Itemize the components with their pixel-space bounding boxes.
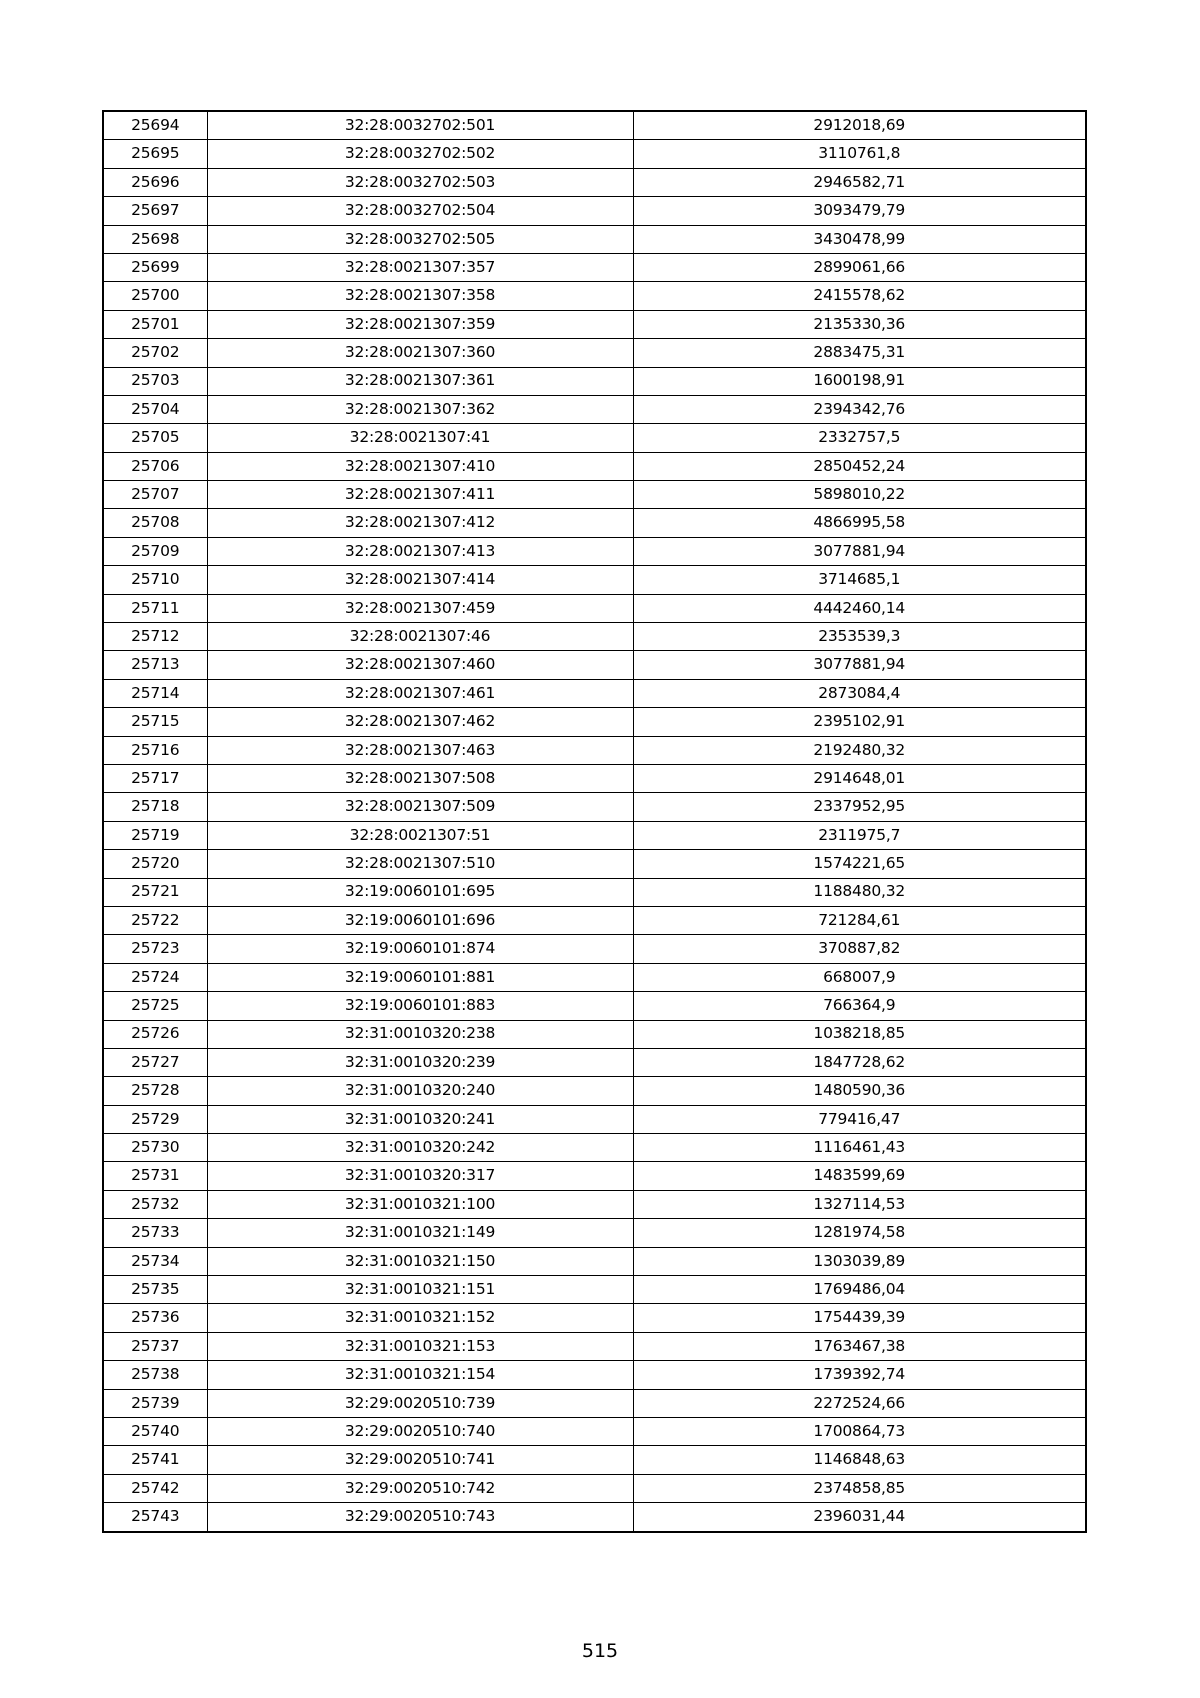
table-row (103, 1276, 1086, 1304)
cadastral-number-cell: 32:28:0021307:41 (207, 424, 633, 452)
cadastral-number-cell: 32:31:0010321:100 (207, 1190, 633, 1218)
cadastral-number-cell: 32:29:0020510:741 (207, 1446, 633, 1474)
table-row (103, 1304, 1086, 1332)
value-cell: 2337952,95 (633, 793, 1086, 821)
row-index-cell: 25705 (103, 424, 207, 452)
cadastral-number-cell: 32:31:0010321:149 (207, 1219, 633, 1247)
cadastral-number-cell: 32:29:0020510:743 (207, 1503, 633, 1532)
table-row (103, 1162, 1086, 1190)
table-row (103, 566, 1086, 594)
cadastral-number-cell: 32:29:0020510:742 (207, 1474, 633, 1502)
cadastral-number-cell: 32:31:0010321:153 (207, 1332, 633, 1360)
row-index-cell: 25703 (103, 367, 207, 395)
cadastral-number-cell: 32:28:0021307:411 (207, 481, 633, 509)
row-index-cell: 25698 (103, 225, 207, 253)
value-cell: 779416,47 (633, 1105, 1086, 1133)
value-cell: 2394342,76 (633, 395, 1086, 423)
cadastral-number-cell: 32:28:0021307:46 (207, 623, 633, 651)
row-index-cell: 25735 (103, 1276, 207, 1304)
row-index-cell: 25714 (103, 679, 207, 707)
value-cell: 721284,61 (633, 906, 1086, 934)
value-cell: 2912018,69 (633, 111, 1086, 140)
cadastral-number-cell: 32:28:0032702:505 (207, 225, 633, 253)
table-row (103, 1134, 1086, 1162)
value-cell: 3110761,8 (633, 140, 1086, 168)
table-row (103, 197, 1086, 225)
table-row (103, 594, 1086, 622)
table-row (103, 850, 1086, 878)
cadastral-number-cell: 32:28:0021307:359 (207, 310, 633, 338)
table-row (103, 367, 1086, 395)
table-row (103, 1446, 1086, 1474)
value-cell: 2914648,01 (633, 764, 1086, 792)
value-cell: 4866995,58 (633, 509, 1086, 537)
value-cell: 3077881,94 (633, 537, 1086, 565)
row-index-cell: 25706 (103, 452, 207, 480)
value-cell: 2946582,71 (633, 168, 1086, 196)
cadastral-number-cell: 32:31:0010321:152 (207, 1304, 633, 1332)
table-row (103, 764, 1086, 792)
row-index-cell: 25702 (103, 339, 207, 367)
value-cell: 1754439,39 (633, 1304, 1086, 1332)
table-row (103, 1361, 1086, 1389)
cadastral-number-cell: 32:28:0032702:503 (207, 168, 633, 196)
value-cell: 2332757,5 (633, 424, 1086, 452)
cadastral-number-cell: 32:31:0010320:240 (207, 1077, 633, 1105)
row-index-cell: 25734 (103, 1247, 207, 1275)
table-row (103, 509, 1086, 537)
table-row (103, 1474, 1086, 1502)
table-row (103, 140, 1086, 168)
cadastral-number-cell: 32:31:0010321:151 (207, 1276, 633, 1304)
row-index-cell: 25738 (103, 1361, 207, 1389)
row-index-cell: 25701 (103, 310, 207, 338)
value-cell: 1847728,62 (633, 1048, 1086, 1076)
table-row (103, 424, 1086, 452)
value-cell: 766364,9 (633, 992, 1086, 1020)
value-cell: 1327114,53 (633, 1190, 1086, 1218)
cadastral-number-cell: 32:28:0021307:459 (207, 594, 633, 622)
value-cell: 2192480,32 (633, 736, 1086, 764)
value-cell: 1038218,85 (633, 1020, 1086, 1048)
table-row (103, 537, 1086, 565)
cadastral-number-cell: 32:28:0021307:510 (207, 850, 633, 878)
table-row (103, 1389, 1086, 1417)
table-row (103, 906, 1086, 934)
value-cell: 1700864,73 (633, 1417, 1086, 1445)
row-index-cell: 25728 (103, 1077, 207, 1105)
value-cell: 1574221,65 (633, 850, 1086, 878)
table-row (103, 481, 1086, 509)
table-row (103, 1020, 1086, 1048)
row-index-cell: 25697 (103, 197, 207, 225)
cadastral-number-cell: 32:28:0021307:460 (207, 651, 633, 679)
table-row (103, 793, 1086, 821)
row-index-cell: 25742 (103, 1474, 207, 1502)
cadastral-number-cell: 32:19:0060101:695 (207, 878, 633, 906)
value-cell: 3077881,94 (633, 651, 1086, 679)
cadastral-number-cell: 32:19:0060101:883 (207, 992, 633, 1020)
table-row (103, 1417, 1086, 1445)
table-row (103, 1332, 1086, 1360)
cadastral-number-cell: 32:19:0060101:696 (207, 906, 633, 934)
row-index-cell: 25712 (103, 623, 207, 651)
cadastral-number-cell: 32:19:0060101:874 (207, 935, 633, 963)
table-row (103, 679, 1086, 707)
row-index-cell: 25729 (103, 1105, 207, 1133)
cadastral-number-cell: 32:31:0010320:317 (207, 1162, 633, 1190)
row-index-cell: 25720 (103, 850, 207, 878)
row-index-cell: 25711 (103, 594, 207, 622)
table-row (103, 1048, 1086, 1076)
row-index-cell: 25709 (103, 537, 207, 565)
cadastral-number-cell: 32:28:0021307:360 (207, 339, 633, 367)
row-index-cell: 25730 (103, 1134, 207, 1162)
cadastral-number-cell: 32:28:0021307:462 (207, 708, 633, 736)
value-cell: 3093479,79 (633, 197, 1086, 225)
value-cell: 2883475,31 (633, 339, 1086, 367)
row-index-cell: 25717 (103, 764, 207, 792)
row-index-cell: 25715 (103, 708, 207, 736)
value-cell: 1116461,43 (633, 1134, 1086, 1162)
table-row (103, 963, 1086, 991)
table-row (103, 651, 1086, 679)
cadastral-number-cell: 32:31:0010320:241 (207, 1105, 633, 1133)
table-row (103, 935, 1086, 963)
value-cell: 4442460,14 (633, 594, 1086, 622)
cadastral-number-cell: 32:28:0021307:362 (207, 395, 633, 423)
value-cell: 2899061,66 (633, 253, 1086, 281)
value-cell: 2374858,85 (633, 1474, 1086, 1502)
cadastral-number-cell: 32:28:0021307:508 (207, 764, 633, 792)
value-cell: 1303039,89 (633, 1247, 1086, 1275)
row-index-cell: 25704 (103, 395, 207, 423)
table-row (103, 111, 1086, 140)
row-index-cell: 25707 (103, 481, 207, 509)
value-cell: 2353539,3 (633, 623, 1086, 651)
value-cell: 2850452,24 (633, 452, 1086, 480)
row-index-cell: 25722 (103, 906, 207, 934)
row-index-cell: 25723 (103, 935, 207, 963)
page-number: 515 (581, 1640, 619, 1662)
row-index-cell: 25726 (103, 1020, 207, 1048)
cadastral-number-cell: 32:28:0021307:463 (207, 736, 633, 764)
row-index-cell: 25725 (103, 992, 207, 1020)
value-cell: 1281974,58 (633, 1219, 1086, 1247)
table-row (103, 992, 1086, 1020)
cadastral-number-cell: 32:28:0032702:504 (207, 197, 633, 225)
table-row (103, 1247, 1086, 1275)
table-row (103, 878, 1086, 906)
value-cell: 2135330,36 (633, 310, 1086, 338)
table-row (103, 1105, 1086, 1133)
value-cell: 3430478,99 (633, 225, 1086, 253)
cadastral-number-cell: 32:28:0021307:414 (207, 566, 633, 594)
row-index-cell: 25699 (103, 253, 207, 281)
table-row (103, 821, 1086, 849)
table-row (103, 1077, 1086, 1105)
value-cell: 1188480,32 (633, 878, 1086, 906)
row-index-cell: 25743 (103, 1503, 207, 1532)
value-cell: 2415578,62 (633, 282, 1086, 310)
table-row (103, 395, 1086, 423)
table-row (103, 623, 1086, 651)
row-index-cell: 25696 (103, 168, 207, 196)
row-index-cell: 25716 (103, 736, 207, 764)
table-row (103, 1503, 1086, 1532)
row-index-cell: 25740 (103, 1417, 207, 1445)
row-index-cell: 25718 (103, 793, 207, 821)
row-index-cell: 25733 (103, 1219, 207, 1247)
cadastral-number-cell: 32:28:0021307:461 (207, 679, 633, 707)
cadastral-number-cell: 32:19:0060101:881 (207, 963, 633, 991)
row-index-cell: 25695 (103, 140, 207, 168)
value-cell: 2396031,44 (633, 1503, 1086, 1532)
row-index-cell: 25721 (103, 878, 207, 906)
cadastral-number-cell: 32:28:0021307:410 (207, 452, 633, 480)
value-cell: 1763467,38 (633, 1332, 1086, 1360)
row-index-cell: 25694 (103, 111, 207, 140)
value-cell: 1769486,04 (633, 1276, 1086, 1304)
value-cell: 2311975,7 (633, 821, 1086, 849)
value-cell: 1739392,74 (633, 1361, 1086, 1389)
cadastral-number-cell: 32:31:0010320:239 (207, 1048, 633, 1076)
row-index-cell: 25708 (103, 509, 207, 537)
row-index-cell: 25700 (103, 282, 207, 310)
row-index-cell: 25710 (103, 566, 207, 594)
table-row (103, 282, 1086, 310)
row-index-cell: 25741 (103, 1446, 207, 1474)
value-cell: 370887,82 (633, 935, 1086, 963)
table-row (103, 1219, 1086, 1247)
cadastral-number-cell: 32:28:0021307:357 (207, 253, 633, 281)
value-cell: 2873084,4 (633, 679, 1086, 707)
value-cell: 1483599,69 (633, 1162, 1086, 1190)
value-cell: 1146848,63 (633, 1446, 1086, 1474)
cadastral-number-cell: 32:31:0010321:154 (207, 1361, 633, 1389)
table-row (103, 310, 1086, 338)
cadastral-number-cell: 32:28:0032702:502 (207, 140, 633, 168)
cadastral-number-cell: 32:28:0021307:413 (207, 537, 633, 565)
cadastral-number-cell: 32:29:0020510:740 (207, 1417, 633, 1445)
table-row (103, 225, 1086, 253)
cadastral-number-cell: 32:28:0021307:412 (207, 509, 633, 537)
table-row (103, 1190, 1086, 1218)
row-index-cell: 25732 (103, 1190, 207, 1218)
row-index-cell: 25736 (103, 1304, 207, 1332)
data-table (102, 110, 1087, 1533)
row-index-cell: 25719 (103, 821, 207, 849)
row-index-cell: 25713 (103, 651, 207, 679)
table-row (103, 736, 1086, 764)
value-cell: 3714685,1 (633, 566, 1086, 594)
value-cell: 1600198,91 (633, 367, 1086, 395)
cadastral-number-cell: 32:31:0010320:238 (207, 1020, 633, 1048)
value-cell: 2272524,66 (633, 1389, 1086, 1417)
table-row (103, 339, 1086, 367)
table-row (103, 168, 1086, 196)
cadastral-number-cell: 32:28:0021307:361 (207, 367, 633, 395)
row-index-cell: 25737 (103, 1332, 207, 1360)
row-index-cell: 25724 (103, 963, 207, 991)
value-cell: 5898010,22 (633, 481, 1086, 509)
table-body (103, 111, 1086, 1532)
value-cell: 668007,9 (633, 963, 1086, 991)
cadastral-number-cell: 32:28:0032702:501 (207, 111, 633, 140)
table-row (103, 708, 1086, 736)
table-row (103, 253, 1086, 281)
row-index-cell: 25739 (103, 1389, 207, 1417)
cadastral-number-cell: 32:28:0021307:358 (207, 282, 633, 310)
value-cell: 1480590,36 (633, 1077, 1086, 1105)
table-row (103, 452, 1086, 480)
value-cell: 2395102,91 (633, 708, 1086, 736)
cadastral-number-cell: 32:28:0021307:509 (207, 793, 633, 821)
cadastral-number-cell: 32:31:0010320:242 (207, 1134, 633, 1162)
cadastral-number-cell: 32:29:0020510:739 (207, 1389, 633, 1417)
row-index-cell: 25727 (103, 1048, 207, 1076)
cadastral-number-cell: 32:28:0021307:51 (207, 821, 633, 849)
cadastral-number-cell: 32:31:0010321:150 (207, 1247, 633, 1275)
row-index-cell: 25731 (103, 1162, 207, 1190)
